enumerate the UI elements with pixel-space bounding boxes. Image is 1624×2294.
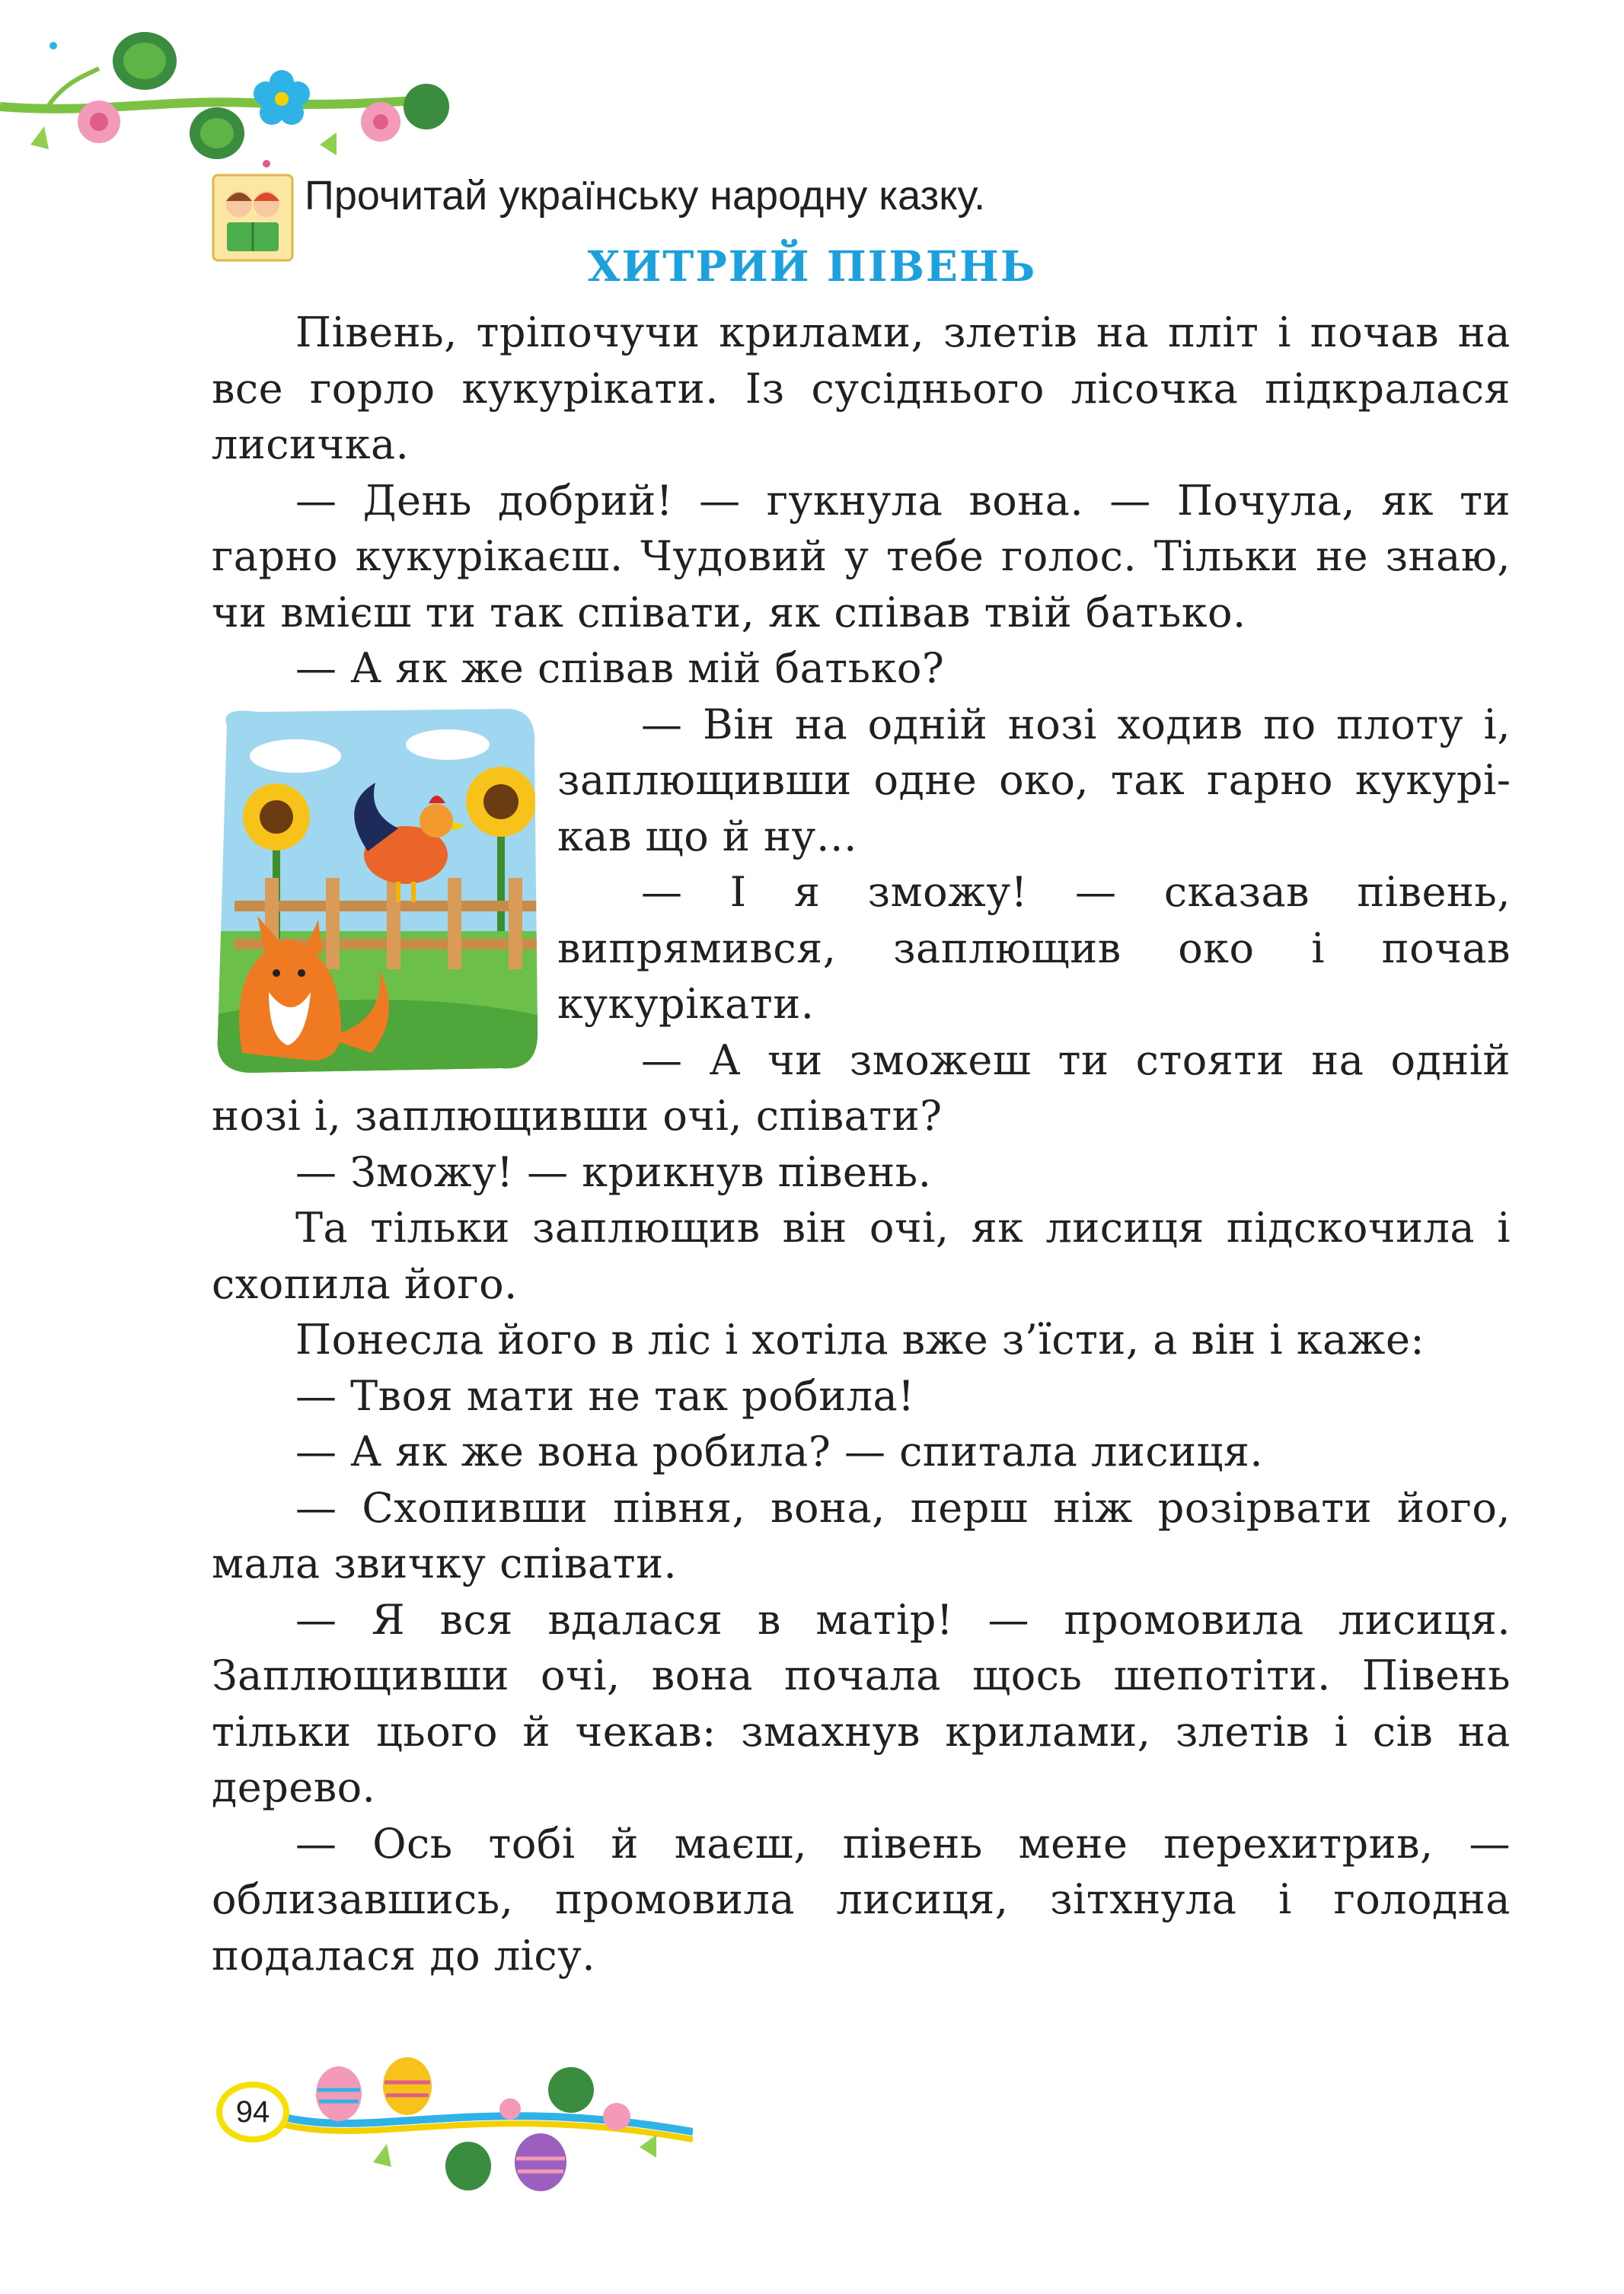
page-number-badge (216, 2082, 289, 2142)
story-paragraph: — Ось тобі й маєш, півень мене перехитрив, — облизавшись, промовила лисиця, зітхнула і голодна подалася до лісу. (212, 1819, 1511, 1980)
easter-eggs-decoration (282, 2048, 693, 2193)
fox-and-rooster-illustration (212, 703, 539, 1074)
page-footer (206, 2048, 693, 2193)
story-paragraph: — Я вся вдалася в матір! — промовила лисиця. Заплющивши очі, вона почала щось шепотіти. Півень тільки цього й чекав: змахнув крилами, злетів і сів на дерево. (212, 1595, 1511, 1811)
story-paragraph: — Зможу! — крикнув півень. (295, 1147, 932, 1196)
story-paragraph: — А як же співав мій батько? (295, 644, 945, 692)
page-number: 94 (235, 2095, 270, 2129)
story-paragraph: Та тільки заплющив він очі, як лисиця підскочила і схопила його. (212, 1204, 1511, 1308)
story-text (212, 305, 1511, 1983)
story-paragraph: — А чи зможеш ти стояти на одній нозі і, заплющивши очі, співати? (212, 1035, 1511, 1140)
story-paragraph: — Твоя мати не так робила! (295, 1371, 915, 1420)
floral-vine-decoration (0, 15, 457, 183)
story-paragraph: Півень, тріпочучи крилами, злетів на пліт і почав на все горло кукурікати. Із сусіднього лісочка підкралася лисичка. (212, 308, 1511, 468)
instruction-text: Прочитай українську народну казку. (305, 173, 986, 219)
story-paragraph: — Він на одній нозі ходив по плоту і, заплющивши одне око, так гарно кукурікав що й ну… (557, 700, 1511, 860)
story-paragraph: Понесла його в ліс і хотіла вже з’їсти, а він і каже: (295, 1316, 1425, 1364)
story-paragraph: — І я зможу! — сказав півень, випрямився, заплющив око і почав кукурікати. (557, 868, 1511, 1028)
story-paragraph: — Схопивши півня, вона, перш ніж розірвати його, мала звичку співати. (212, 1483, 1511, 1587)
story-paragraph: — День добрий! — гукнула вона. — Почула, як ти гарно кукурікаєш. Чудовий у тебе голос. Тільки не знаю, чи вмієш ти так співати, як співав твій батько. (212, 476, 1511, 637)
story-title: ХИТРИЙ ПІВЕНЬ (587, 241, 1037, 291)
story-paragraph: — А як же вона робила? — спитала лисиця. (295, 1428, 1264, 1476)
